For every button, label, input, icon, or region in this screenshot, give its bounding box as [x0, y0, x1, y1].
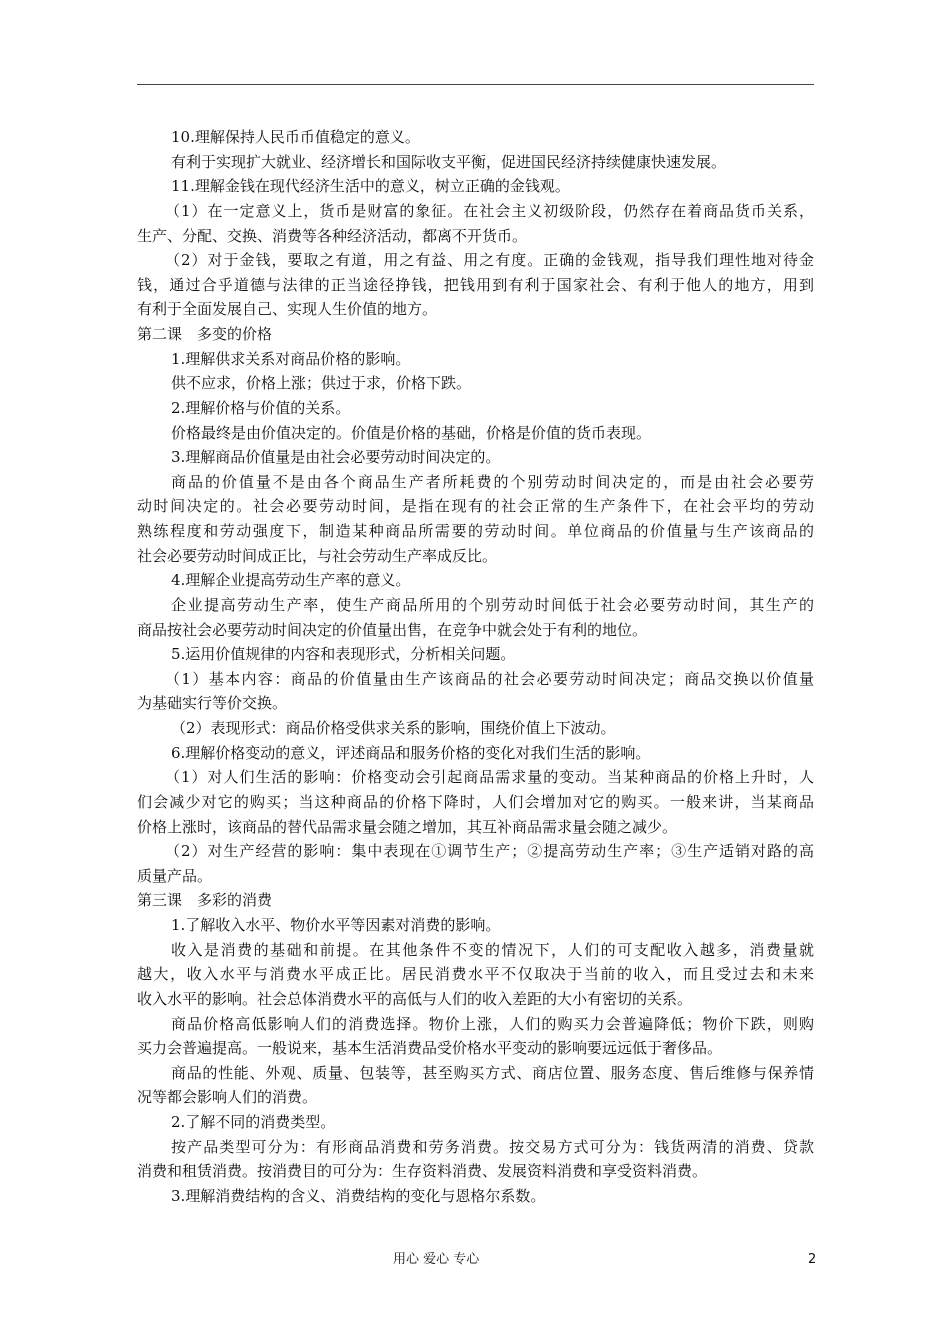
paragraph-line: （2）表现形式：商品价格受供求关系的影响，围绕价值上下波动。 — [171, 719, 616, 737]
heading-item-1: 1.理解供求关系对商品价格的影响。 — [171, 349, 411, 368]
heading-item-3: 3.理解消费结构的含义、消费结构的变化与恩格尔系数。 — [171, 1186, 546, 1205]
paragraph-line: 钱，通过合乎道德与法律的正当途径挣钱，把钱用到有利于国家社会、有利于他人的地方，用到 — [137, 275, 814, 294]
page-number: 2 — [808, 1252, 817, 1267]
paragraph-line: （1）基本内容：商品的价值量由生产该商品的社会必要劳动时间决定；商品交换以价值量 — [165, 669, 814, 688]
paragraph-line: 熟练程度和劳动强度下，制造某种商品所需要的劳动时间。单位商品的价值量与生产该商品的 — [137, 522, 814, 540]
paragraph-line: 按产品类型可分为：有形商品消费和劳务消费。按交易方式可分为：钱货两清的消费、贷款 — [171, 1137, 814, 1156]
heading-item-6: 6.理解价格变动的意义，评述商品和服务价格的变化对我们生活的影响。 — [171, 743, 651, 762]
paragraph-line: 商品的性能、外观、质量、包装等，甚至购买方式、商店位置、服务态度、售后维修与保养情 — [171, 1063, 814, 1082]
paragraph-line: 价格上涨时，该商品的替代品需求量会随之增加，其互补商品需求量会随之减少。 — [137, 817, 678, 836]
heading-item-4: 4.理解企业提高劳动生产率的意义。 — [171, 571, 411, 590]
document-body — [137, 125, 814, 1209]
paragraph-line: 收入是消费的基础和前提。在其他条件不变的情况下，人们的可支配收入越多，消费量就 — [171, 940, 814, 959]
paragraph-line: 动时间决定的。社会必要劳动时间，是指在现有的社会正常的生产条件下，在社会平均的劳动 — [137, 497, 814, 516]
heading-item-10: 10.理解保持人民币币值稳定的意义。 — [171, 128, 420, 146]
paragraph-line: 消费和租赁消费。按消费目的可分为：生存资料消费、发展资料消费和享受资料消费。 — [137, 1162, 708, 1181]
paragraph-line: （2）对于金钱，要取之有道，用之有益、用之有度。正确的金钱观，指导我们理性地对待金 — [165, 251, 814, 270]
lesson-title-3: 第三课 多彩的消费 — [137, 891, 273, 910]
paragraph-line: 社会必要劳动时间成正比，与社会劳动生产率成反比。 — [137, 546, 498, 565]
paragraph-line: 收入水平的影响。社会总体消费水平的高低与人们的收入差距的大小有密切的关系。 — [137, 989, 693, 1008]
lesson-title-2: 第二课 多变的价格 — [137, 325, 273, 343]
paragraph-line: 们会减少对它的购买；当这种商品的价格下降时，人们会增加对它的购买。一般来讲，当某商品 — [137, 792, 814, 811]
paragraph-line: 商品的价值量不是由各个商品生产者所耗费的个别劳动时间决定的，而是由社会必要劳 — [171, 472, 814, 491]
paragraph-line: 商品价格高低影响人们的消费选择。物价上涨，人们的购买力会普遍降低；物价下跌，则购 — [171, 1014, 814, 1033]
paragraph-line: 质量产品。 — [137, 866, 213, 885]
heading-item-11: 11.理解金钱在现代经济生活中的意义，树立正确的金钱观。 — [171, 177, 570, 196]
paragraph-line: 买力会普遍提高。一般说来，基本生活消费品受价格水平变动的影响要远远低于奢侈品。 — [137, 1039, 723, 1058]
paragraph-line: 有利于实现扩大就业、经济增长和国际收支平衡，促进国民经济持续健康快速发展。 — [171, 152, 727, 171]
footer-slogan: 用心 爱心 专心 — [393, 1252, 480, 1267]
paragraph-line: 价格最终是由价值决定的。价值是价格的基础，价格是价值的货币表现。 — [171, 423, 652, 442]
paragraph-line: （2）对生产经营的影响：集中表现在①调节生产；②提高劳动生产率；③生产适销对路的高 — [165, 842, 814, 861]
heading-item-2: 2.理解价格与价值的关系。 — [171, 398, 351, 417]
heading-item-3: 3.理解商品价值量是由社会必要劳动时间决定的。 — [171, 448, 501, 467]
paragraph-line: （1）对人们生活的影响：价格变动会引起商品需求量的变动。当某种商品的价格上升时，人 — [165, 768, 814, 787]
paragraph-line: 企业提高劳动生产率，使生产商品所用的个别劳动时间低于社会必要劳动时间，其生产的 — [171, 595, 814, 614]
heading-item-1: 1.了解收入水平、物价水平等因素对消费的影响。 — [171, 916, 501, 934]
paragraph-line: 商品按社会必要劳动时间决定的价值量出售，在竞争中就会处于有利的地位。 — [137, 620, 648, 639]
paragraph-line: 为基础实行等价交换。 — [137, 694, 288, 713]
paragraph-line: 有利于全面发展自己、实现人生价值的地方。 — [137, 300, 438, 319]
heading-item-5: 5.运用价值规律的内容和表现形式，分析相关问题。 — [171, 645, 516, 664]
paragraph-line: 供不应求，价格上涨；供过于求，价格下跌。 — [171, 374, 472, 393]
paragraph-line: （1）在一定意义上，货币是财富的象征。在社会主义初级阶段，仍然存在着商品货币关系， — [165, 201, 814, 220]
header-rule — [137, 84, 814, 85]
paragraph-line: 越大，收入水平与消费水平成正比。居民消费水平不仅取决于当前的收入，而且受过去和未来 — [137, 965, 814, 984]
heading-item-2: 2.了解不同的消费类型。 — [171, 1113, 336, 1131]
paragraph-line: 生产、分配、交换、消费等各种经济活动，都离不开货币。 — [137, 226, 528, 245]
paragraph-line: 况等都会影响人们的消费。 — [137, 1088, 318, 1107]
